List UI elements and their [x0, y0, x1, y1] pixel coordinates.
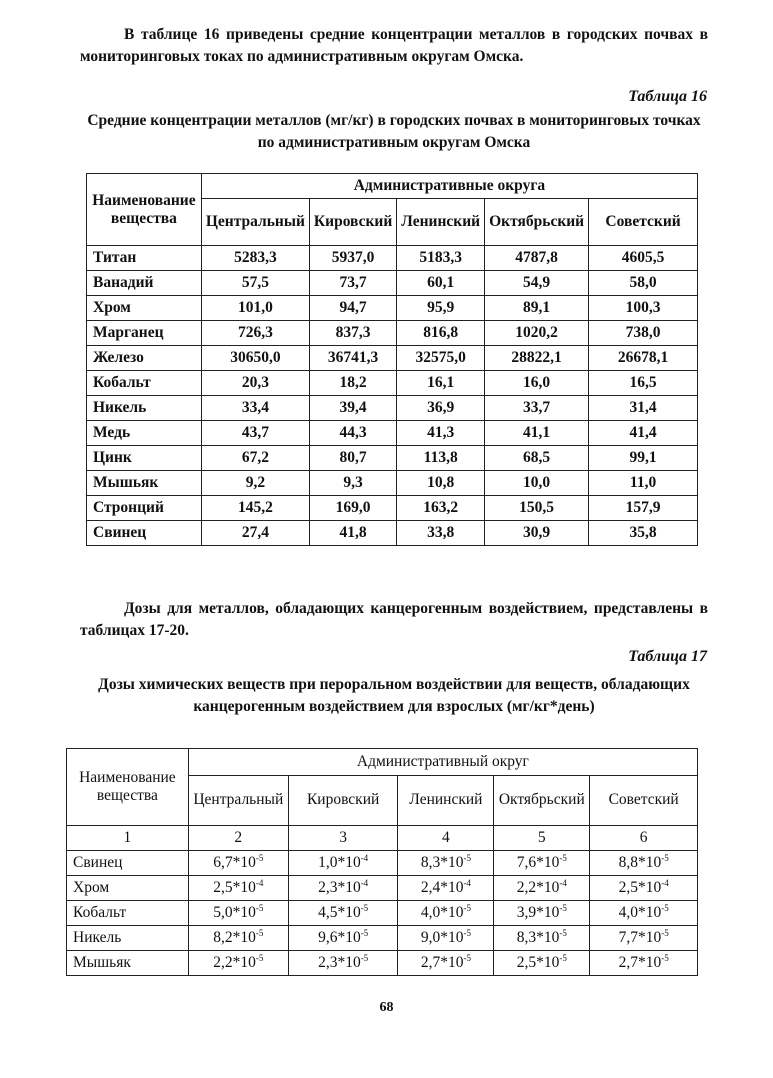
- table-cell: 41,3: [397, 421, 485, 446]
- table-cell: 58,0: [589, 271, 698, 296]
- dose-mantissa: 2,7*10: [618, 954, 662, 971]
- dose-exponent: -5: [661, 902, 669, 913]
- dose-mantissa: 2,3*10: [318, 879, 361, 896]
- table-cell: 30650,0: [201, 346, 309, 371]
- table-row: [67, 901, 698, 926]
- table-16-column-header: Октябрьский: [485, 199, 589, 246]
- column-number: 3: [288, 826, 398, 851]
- table-cell: [494, 851, 590, 876]
- table-cell: [494, 926, 590, 951]
- dose-mantissa: 8,8*10: [618, 854, 662, 871]
- table-cell: 738,0: [589, 321, 698, 346]
- table-cell: 5183,3: [397, 246, 485, 271]
- column-number: 4: [398, 826, 494, 851]
- table-cell: 101,0: [201, 296, 309, 321]
- dose-exponent: -4: [661, 877, 669, 888]
- table-17-column-header: Ленинский: [398, 775, 494, 825]
- table-cell: [288, 901, 398, 926]
- dose-exponent: -4: [255, 877, 264, 888]
- row-name: Ванадий: [87, 271, 202, 296]
- table-cell: [590, 851, 698, 876]
- table-17-caption: Таблица 17: [628, 648, 707, 665]
- table-cell: 60,1: [397, 271, 485, 296]
- table-cell: 41,1: [485, 421, 589, 446]
- table-cell: 39,4: [309, 396, 396, 421]
- table-cell: 41,4: [589, 421, 698, 446]
- table-cell: 31,4: [589, 396, 698, 421]
- table-17-title: Дозы химических веществ при пероральном воздействии для веществ, обладающих канцерогенным воздействием для взрослых (мг/кг*день): [98, 676, 690, 715]
- dose-mantissa: 2,5*10: [516, 954, 560, 971]
- table-cell: [494, 951, 590, 976]
- dose-mantissa: 2,2*10: [516, 879, 560, 896]
- table-cell: 41,8: [309, 521, 396, 546]
- table-cell: [494, 901, 590, 926]
- dose-mantissa: 4,5*10: [318, 904, 361, 921]
- dose-exponent: -5: [661, 927, 669, 938]
- table-cell: 837,3: [309, 321, 396, 346]
- table-16-column-header: Кировский: [309, 199, 396, 246]
- dose-mantissa: 3,9*10: [516, 904, 560, 921]
- dose-exponent: -5: [360, 952, 369, 963]
- dose-exponent: -5: [255, 902, 264, 913]
- row-name: Кобальт: [67, 901, 189, 926]
- table-16-title: Средние концентрации металлов (мг/кг) в городских почвах в мониторинговых точках по административным округам Омска: [87, 112, 701, 151]
- table-row: [87, 471, 698, 496]
- table-row: [87, 321, 698, 346]
- row-name: Мышьяк: [87, 471, 202, 496]
- table-cell: [288, 851, 398, 876]
- table-cell: 16,5: [589, 371, 698, 396]
- dose-mantissa: 4,0*10: [420, 904, 464, 921]
- table-cell: [398, 926, 494, 951]
- table-row: [87, 271, 698, 296]
- column-number: 1: [67, 826, 189, 851]
- table-row: [87, 396, 698, 421]
- table-cell: 4605,5: [589, 246, 698, 271]
- table-cell: 16,0: [485, 371, 589, 396]
- table-cell: 54,9: [485, 271, 589, 296]
- dose-exponent: -5: [559, 852, 567, 863]
- dose-mantissa: 7,7*10: [618, 929, 662, 946]
- table-cell: 157,9: [589, 496, 698, 521]
- table-cell: 169,0: [309, 496, 396, 521]
- table-row: [67, 951, 698, 976]
- table-cell: 89,1: [485, 296, 589, 321]
- row-name: Марганец: [87, 321, 202, 346]
- row-name: Медь: [87, 421, 202, 446]
- table-cell: [590, 901, 698, 926]
- table-cell: [188, 951, 288, 976]
- table-16: [86, 173, 698, 546]
- dose-mantissa: 7,6*10: [516, 854, 560, 871]
- intro-text-16: В таблице 16 приведены средние концентрации металлов в городских почвах в мониторинговых токах по административным округам Омска.: [80, 26, 708, 65]
- table-row: [87, 421, 698, 446]
- dose-mantissa: 8,3*10: [516, 929, 560, 946]
- dose-mantissa: 5,0*10: [213, 904, 256, 921]
- table-cell: 145,2: [201, 496, 309, 521]
- table-17-column-header: Советский: [590, 775, 698, 825]
- table-row: [87, 521, 698, 546]
- table-cell: 33,8: [397, 521, 485, 546]
- dose-mantissa: 2,3*10: [318, 954, 361, 971]
- table-cell: [188, 926, 288, 951]
- dose-mantissa: 6,7*10: [213, 854, 256, 871]
- table-cell: [188, 901, 288, 926]
- row-name: Никель: [67, 926, 189, 951]
- row-name: Кобальт: [87, 371, 202, 396]
- page-number: 68: [379, 1000, 394, 1015]
- dose-mantissa: 9,0*10: [420, 929, 464, 946]
- intro-text-17: Дозы для металлов, обладающих канцерогенным воздействием, представлены в таблицах 17-20.: [80, 600, 708, 639]
- dose-exponent: -4: [559, 877, 567, 888]
- table-cell: 4787,8: [485, 246, 589, 271]
- table-cell: [398, 851, 494, 876]
- dose-exponent: -4: [463, 877, 471, 888]
- row-name: Мышьяк: [67, 951, 189, 976]
- dose-exponent: -5: [463, 927, 471, 938]
- table-cell: 57,5: [201, 271, 309, 296]
- table-cell: [398, 876, 494, 901]
- table-cell: 1020,2: [485, 321, 589, 346]
- table-cell: 5283,3: [201, 246, 309, 271]
- dose-mantissa: 8,2*10: [213, 929, 256, 946]
- table-cell: 36,9: [397, 396, 485, 421]
- table-cell: 43,7: [201, 421, 309, 446]
- table-cell: 33,4: [201, 396, 309, 421]
- table-cell: 100,3: [589, 296, 698, 321]
- dose-exponent: -5: [255, 927, 264, 938]
- table-17-header-group: Административный округ: [188, 749, 697, 776]
- table-row: [87, 246, 698, 271]
- table-17-column-header: Центральный: [188, 775, 288, 825]
- table-cell: 32575,0: [397, 346, 485, 371]
- row-name: Хром: [67, 876, 189, 901]
- table-cell: 726,3: [201, 321, 309, 346]
- intro-paragraph-17: [80, 598, 708, 642]
- dose-mantissa: 4,0*10: [618, 904, 662, 921]
- dose-mantissa: 1,0*10: [318, 854, 361, 871]
- dose-exponent: -5: [559, 927, 567, 938]
- dose-mantissa: 9,6*10: [318, 929, 361, 946]
- table-cell: 150,5: [485, 496, 589, 521]
- table-cell: [188, 876, 288, 901]
- dose-exponent: -5: [463, 852, 471, 863]
- table-16-column-header: Центральный: [201, 199, 309, 246]
- table-17-column-header: Октябрьский: [494, 775, 590, 825]
- row-name: Свинец: [67, 851, 189, 876]
- dose-exponent: -5: [463, 952, 471, 963]
- table-17: [66, 748, 698, 976]
- table-16-column-header: Советский: [589, 199, 698, 246]
- dose-exponent: -5: [463, 902, 471, 913]
- table-cell: 28822,1: [485, 346, 589, 371]
- table-cell: 18,2: [309, 371, 396, 396]
- dose-mantissa: 2,7*10: [420, 954, 464, 971]
- dose-exponent: -4: [360, 852, 369, 863]
- table-16-header-name: Наименование вещества: [87, 174, 202, 246]
- table-cell: 33,7: [485, 396, 589, 421]
- table-cell: 20,3: [201, 371, 309, 396]
- table-cell: 11,0: [589, 471, 698, 496]
- table-cell: [288, 926, 398, 951]
- dose-mantissa: 2,5*10: [213, 879, 256, 896]
- table-row: [87, 296, 698, 321]
- dose-mantissa: 2,4*10: [420, 879, 464, 896]
- table-cell: 73,7: [309, 271, 396, 296]
- table-cell: 16,1: [397, 371, 485, 396]
- table-cell: 99,1: [589, 446, 698, 471]
- table-16-header-group: Административные округа: [201, 174, 697, 199]
- table-cell: [288, 951, 398, 976]
- table-cell: 36741,3: [309, 346, 396, 371]
- table-cell: 10,0: [485, 471, 589, 496]
- table-16-caption: Таблица 16: [628, 88, 707, 105]
- table-cell: 163,2: [397, 496, 485, 521]
- table-cell: 113,8: [397, 446, 485, 471]
- table-cell: 68,5: [485, 446, 589, 471]
- table-row: [67, 876, 698, 901]
- table-cell: 35,8: [589, 521, 698, 546]
- table-cell: [590, 876, 698, 901]
- dose-exponent: -5: [559, 952, 567, 963]
- table-cell: [590, 926, 698, 951]
- row-name: Никель: [87, 396, 202, 421]
- table-cell: [494, 876, 590, 901]
- dose-exponent: -5: [360, 902, 369, 913]
- dose-mantissa: 2,5*10: [618, 879, 662, 896]
- table-cell: 30,9: [485, 521, 589, 546]
- table-cell: [398, 901, 494, 926]
- table-row: [87, 346, 698, 371]
- table-cell: [188, 851, 288, 876]
- row-name: Цинк: [87, 446, 202, 471]
- table-cell: 27,4: [201, 521, 309, 546]
- dose-exponent: -5: [255, 852, 264, 863]
- table-row: [67, 851, 698, 876]
- table-cell: 9,3: [309, 471, 396, 496]
- dose-exponent: -5: [255, 952, 264, 963]
- table-cell: [288, 876, 398, 901]
- table-cell: 5937,0: [309, 246, 396, 271]
- column-number: 6: [590, 826, 698, 851]
- table-cell: 10,8: [397, 471, 485, 496]
- column-number: 5: [494, 826, 590, 851]
- dose-mantissa: 8,3*10: [420, 854, 464, 871]
- intro-paragraph-16: [80, 24, 708, 68]
- table-cell: 44,3: [309, 421, 396, 446]
- table-cell: 95,9: [397, 296, 485, 321]
- table-row: [87, 496, 698, 521]
- table-cell: 816,8: [397, 321, 485, 346]
- column-number: 2: [188, 826, 288, 851]
- table-cell: 26678,1: [589, 346, 698, 371]
- table-cell: 94,7: [309, 296, 396, 321]
- dose-exponent: -5: [661, 852, 669, 863]
- row-name: Стронций: [87, 496, 202, 521]
- row-name: Железо: [87, 346, 202, 371]
- table-row: [67, 926, 698, 951]
- table-cell: 67,2: [201, 446, 309, 471]
- row-name: Титан: [87, 246, 202, 271]
- dose-mantissa: 2,2*10: [213, 954, 256, 971]
- table-cell: [398, 951, 494, 976]
- table-cell: [590, 951, 698, 976]
- table-17-header-name: Наименование вещества: [67, 749, 189, 826]
- dose-exponent: -5: [559, 902, 567, 913]
- dose-exponent: -5: [360, 927, 369, 938]
- row-name: Хром: [87, 296, 202, 321]
- dose-exponent: -4: [360, 877, 369, 888]
- table-row: [87, 446, 698, 471]
- table-16-column-header: Ленинский: [397, 199, 485, 246]
- dose-exponent: -5: [661, 952, 669, 963]
- table-cell: 80,7: [309, 446, 396, 471]
- table-17-column-header: Кировский: [288, 775, 398, 825]
- row-name: Свинец: [87, 521, 202, 546]
- table-row: [87, 371, 698, 396]
- table-cell: 9,2: [201, 471, 309, 496]
